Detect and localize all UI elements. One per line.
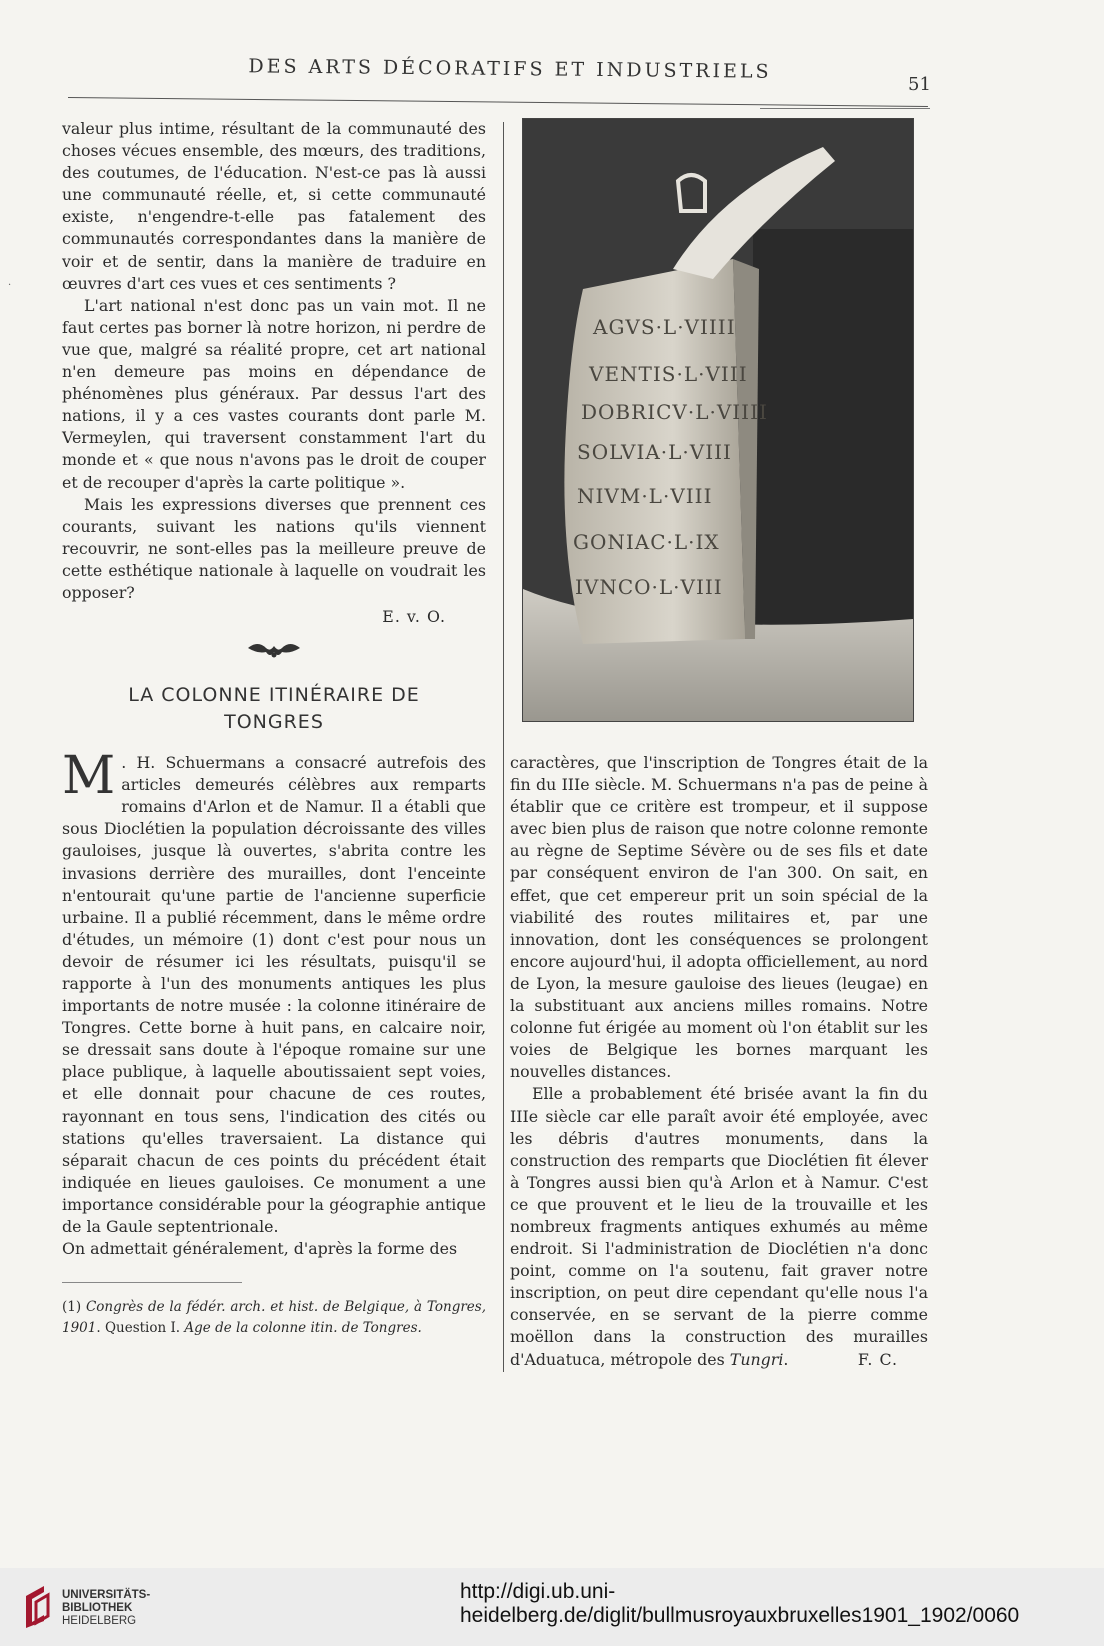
header-rule-short xyxy=(760,108,930,109)
page-number: 51 xyxy=(908,74,931,95)
inscription-line: GONIAC·L·IX xyxy=(573,530,720,554)
right-column xyxy=(510,752,928,1371)
stone-photograph xyxy=(522,118,914,722)
article-title-line: TONGRES xyxy=(224,711,324,734)
paragraph-text: Elle a probablement été brisée avant la fin du IIIe siècle car elle paraît avoir été employée, avec les débris d'autres monuments, dans la construction des remparts que Dioclétien fit élever à Tongres aussi bien qu'à Arlon et à Namur. C'est ce que prouvent et le lieu de la trouvaille et les nombreux fragments antiques exhumés au même endroit. Si l'administration de Dioclétien n'a donc point, comme on l'a soutenu, fait graver notre inscription, on peut dire cependant qu'elle nous l'a conservée, en se servant de la pierre comme moëllon dans la construction des murailles d'Aduatuca, métropole des xyxy=(510,1084,928,1369)
inscription-line: AGVS·L·VIIII xyxy=(593,315,736,339)
paragraph: On admettait généralement, d'après la forme des xyxy=(62,1239,458,1259)
footnote-rule xyxy=(62,1282,242,1283)
library-logo-icon xyxy=(22,1582,52,1630)
left-column xyxy=(62,118,486,1339)
paragraph-end: . xyxy=(783,1349,789,1369)
inscription-line: IVNCO·L·VIII xyxy=(575,575,723,599)
footnote xyxy=(62,1297,486,1339)
column-divider xyxy=(503,122,504,1372)
signature-evo: E. v. O. xyxy=(382,607,446,627)
footnote-marker: (1) xyxy=(62,1299,82,1316)
paragraph: Mais les expressions diverses que prennent ces courants, suivant les nations qu'ils viennent recouvrir, ne sont-elles pas la meilleure preuve de cette esthétique nationale à laquelle on voudrait les opposer? xyxy=(62,494,486,602)
inscription-line: SOLVIA·L·VIII xyxy=(577,440,732,464)
paragraph: . H. Schuermans a consacré autrefois des articles demeurés célèbres aux remparts romains d'Arlon et de Namur. Il a établi que sous Dioclétien la population décroissante des villes gauloises, jusque là ouvertes, s'abrita contre les invasions derrière des murailles, dont l'enceinte n'entourait qu'une partie de l'ancienne superficie urbaine. Il a publié récemment, dans le même ordre d'études, un mémoire (1) dont c'est pour nous un devoir de résumer ici les résultats, puisqu'il se rapporte à l'un des monuments antiques les plus importants de notre musée : la colonne itinéraire de Tongres. Cette borne à huit pans, en calcaire noir, se dressait sans doute à l'époque romaine sur une place publique, à laquelle aboutissaient sept voies, et elle donnait pour chacune de ces routes, rayonnant en tous sens, l'indication des cités ou stations qu'elles traversaient. La distance qui séparait chacun de ces points du précédent était indiquée en lieues gauloises. Ce monument a une importance considérable pour la géographie antique de la Gaule septentrionale. xyxy=(62,753,486,1237)
footnote-citation: Congrès de la fédér. arch. et hist. de Belgique, à Tongres, 1901 xyxy=(62,1299,487,1337)
library-name-line: HEIDELBERG xyxy=(62,1615,137,1627)
margin-mark: · xyxy=(8,280,12,291)
library-name-line: BIBLIOTHEK xyxy=(62,1602,133,1614)
inscription-line: DOBRICV·L·VIIII xyxy=(581,400,768,424)
inscription-line: VENTIS·L·VIII xyxy=(589,362,748,386)
article-body xyxy=(62,746,486,1260)
ornament-icon xyxy=(62,638,486,668)
signature-fc: F. C. xyxy=(857,1349,898,1369)
tribe-name: Tungri xyxy=(729,1349,784,1369)
running-title: DES ARTS DÉCORATIFS ET INDUSTRIELS xyxy=(248,55,772,83)
library-name-line: UNIVERSITÄTS- xyxy=(62,1589,151,1601)
paragraph xyxy=(510,1083,928,1370)
drop-cap: M xyxy=(62,746,116,807)
footnote-citation: Age de la colonne itin. de Tongres. xyxy=(184,1320,422,1337)
article-title xyxy=(62,682,486,736)
library-name xyxy=(62,1589,150,1628)
header-rule xyxy=(68,97,928,107)
paragraph: caractères, que l'inscription de Tongres était de la fin du IIIe siècle. M. Schuermans n'a pas de peine à établir que ce critère est trompeur, et il suppose avec bien plus de raison que notre colonne remonte au règne de Septime Sévère ou de ses fils et date par conséquent environ de l'an 300. On sait, en effet, que cet empereur prit un soin spécial de la viabilité des routes militaires et, par une innovation, dont les conséquences se prolongent encore aujourd'hui, il adopta officiellement, au nord de Lyon, la mesure gauloise des lieues (leugae) en la substituant aux anciens milles romains. Notre colonne fut érigée au moment où l'on établit sur les voies de Belgique les bornes marquant les nouvelles distances. xyxy=(510,753,928,1082)
paragraph: L'art national n'est donc pas un vain mot. Il ne faut certes pas borner là notre horizon, ni perdre de vue que, malgré sa réalité propre, cet art national n'en demeure pas moins en dépendance de phénomènes plus généraux. Par dessus l'art des nations, il y a ces vastes courants dont parle M. Vermeylen, qui traversent constamment l'art du monde et « que nous n'avons pas le droit de couper et de recouper d'après la carte politique ». xyxy=(62,295,486,492)
footnote-text: . Question I. xyxy=(96,1320,181,1337)
source-url[interactable]: http://digi.ub.uni-heidelberg.de/diglit/bullmusroyauxbruxelles1901_1902/0060 xyxy=(460,1580,1020,1627)
paragraph: valeur plus intime, résultant de la communauté des choses vécues ensemble, des mœurs, des traditions, des coutumes, de l'éducation. N'est-ce pas là aussi une communauté réelle, et, si cette communauté existe, n'engendre-t-elle pas fatalement des communautés correspondantes dans la manière de voir et de sentir, dans la manière de traduire en œuvres d'art ces vues et ces sentiments ? xyxy=(62,119,486,293)
article-title-line: LA COLONNE ITINÉRAIRE DE xyxy=(128,684,420,707)
inscription-line: NIVM·L·VIII xyxy=(577,484,713,508)
